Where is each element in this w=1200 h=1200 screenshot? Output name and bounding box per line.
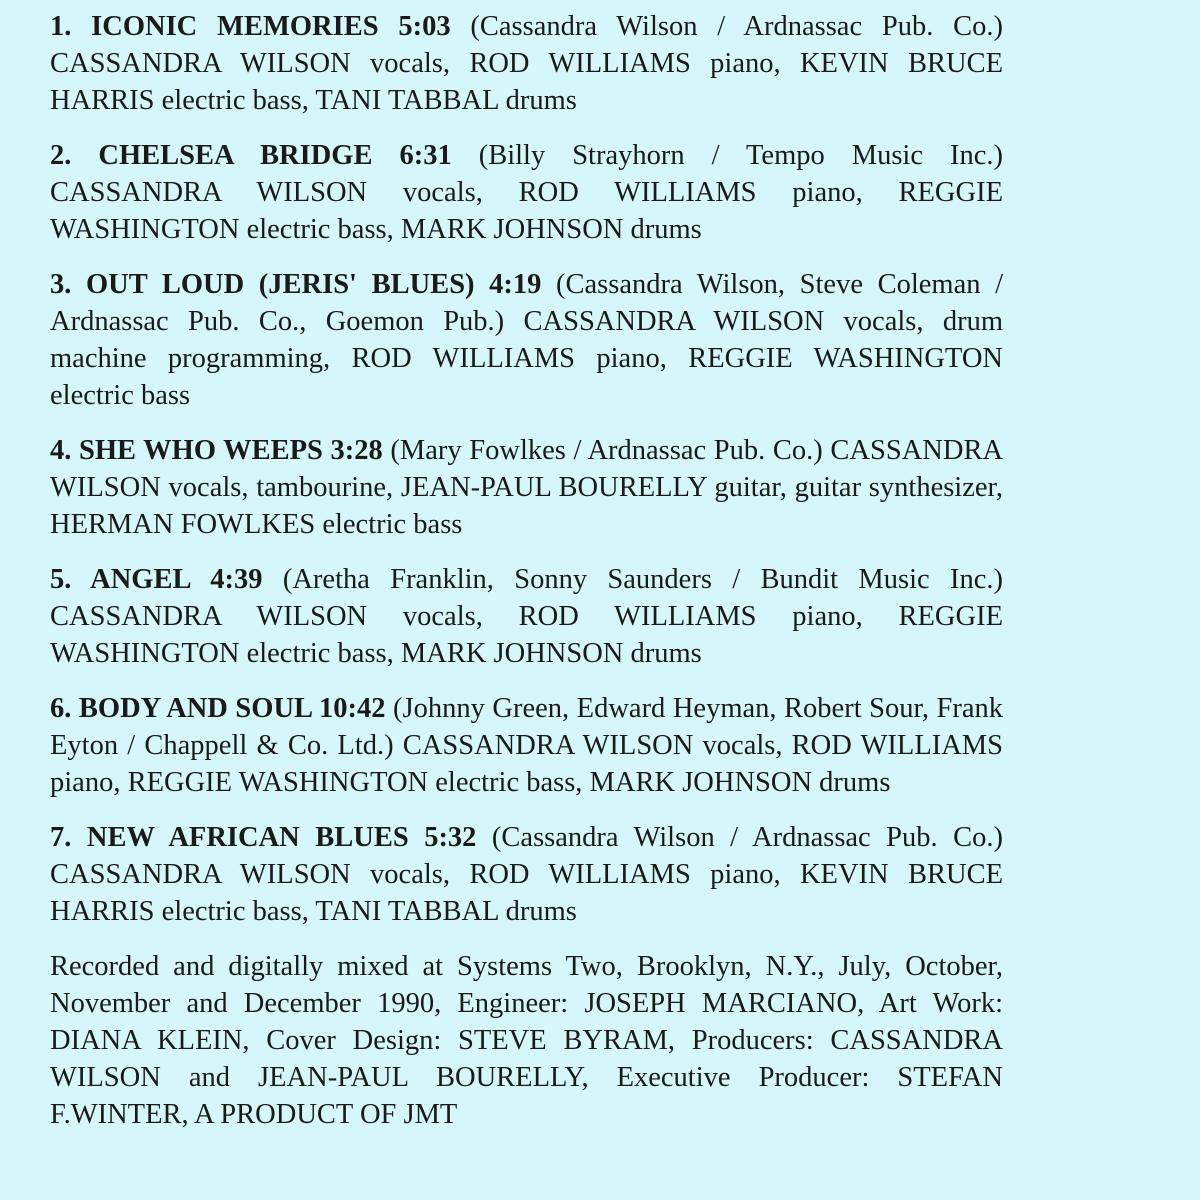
- recording-credits: Recorded and digitally mixed at Systems Two, Brooklyn, N.Y., July, October, November and December 1990, Engineer: JOSEPH MARCIANO, Art Work: DIANA KLEIN, Cover Design: STEVE BYRAM, Producers: CASSANDRA WILSON and JEAN-PAUL BOURELLY, Executive Producer: STEFAN F.WINTER, A PRODUCT OF JMT: [50, 951, 1003, 1130]
- track-list: [50, 8, 1003, 1162]
- track-duration: 3:28: [330, 435, 383, 466]
- track-details: (Aretha Franklin, Sonny Saunders / Bundit Music Inc.) CASSANDRA WILSON vocals, ROD WILLIAMS piano, REGGIE WASHINGTON electric bass, MARK JOHNSON drums: [50, 564, 1004, 669]
- track-details: (Cassandra Wilson / Ardnassac Pub. Co.) CASSANDRA WILSON vocals, ROD WILLIAMS piano, KEVIN BRUCE HARRIS electric bass, TANI TABBAL drums: [50, 822, 1004, 927]
- track-title: SHE WHO WEEPS: [79, 435, 323, 466]
- track-duration: 4:19: [489, 269, 542, 300]
- track-entry: [50, 690, 1003, 801]
- track-entry: [50, 561, 1003, 672]
- track-title: ANGEL: [90, 564, 190, 595]
- track-number: 7.: [50, 822, 72, 853]
- track-heading: [50, 564, 263, 595]
- track-heading: [50, 140, 452, 171]
- track-duration: 4:39: [210, 564, 263, 595]
- track-title: NEW AFRICAN BLUES: [86, 822, 409, 853]
- track-duration: 10:42: [319, 693, 386, 724]
- track-heading: [50, 822, 476, 853]
- track-heading: [50, 693, 386, 724]
- track-title: CHELSEA BRIDGE: [98, 140, 373, 171]
- track-details: (Johnny Green, Edward Heyman, Robert Sour, Frank Eyton / Chappell & Co. Ltd.) CASSANDRA WILSON vocals, ROD WILLIAMS piano, REGGIE WASHINGTON electric bass, MARK JOHNSON drums: [50, 693, 1003, 798]
- track-duration: 5:32: [424, 822, 477, 853]
- track-entry: [50, 8, 1003, 119]
- track-title: BODY AND SOUL: [78, 693, 312, 724]
- track-heading: [50, 269, 541, 300]
- track-entry: [50, 819, 1003, 930]
- track-heading: [50, 435, 383, 466]
- track-number: 4.: [50, 435, 72, 466]
- track-details: (Cassandra Wilson / Ardnassac Pub. Co.) CASSANDRA WILSON vocals, ROD WILLIAMS piano, KEVIN BRUCE HARRIS electric bass, TANI TABBAL drums: [50, 11, 1004, 116]
- track-details: (Billy Strayhorn / Tempo Music Inc.) CASSANDRA WILSON vocals, ROD WILLIAMS piano, REGGIE WASHINGTON electric bass, MARK JOHNSON drums: [50, 140, 1003, 245]
- track-title: ICONIC MEMORIES: [91, 11, 379, 42]
- track-duration: 6:31: [399, 140, 452, 171]
- track-details: (Mary Fowlkes / Ardnassac Pub. Co.) CASSANDRA WILSON vocals, tambourine, JEAN-PAUL BOURELLY guitar, guitar synthesizer, HERMAN FOWLKES electric bass: [50, 435, 1004, 540]
- track-number: 3.: [50, 269, 72, 300]
- track-entry: [50, 432, 1003, 543]
- track-number: 2.: [50, 140, 72, 171]
- track-entry: [50, 137, 1003, 248]
- track-duration: 5:03: [398, 11, 451, 42]
- track-title: OUT LOUD (JERIS' BLUES): [85, 269, 475, 300]
- track-number: 6.: [50, 693, 72, 724]
- track-details: (Cassandra Wilson, Steve Coleman / Ardnassac Pub. Co., Goemon Pub.) CASSANDRA WILSON vocals, drum machine programming, ROD WILLIAMS piano, REGGIE WASHINGTON electric bass: [50, 269, 1003, 411]
- track-number: 5.: [50, 564, 72, 595]
- track-number: 1.: [50, 11, 72, 42]
- track-entry: [50, 266, 1003, 414]
- track-heading: [50, 11, 451, 42]
